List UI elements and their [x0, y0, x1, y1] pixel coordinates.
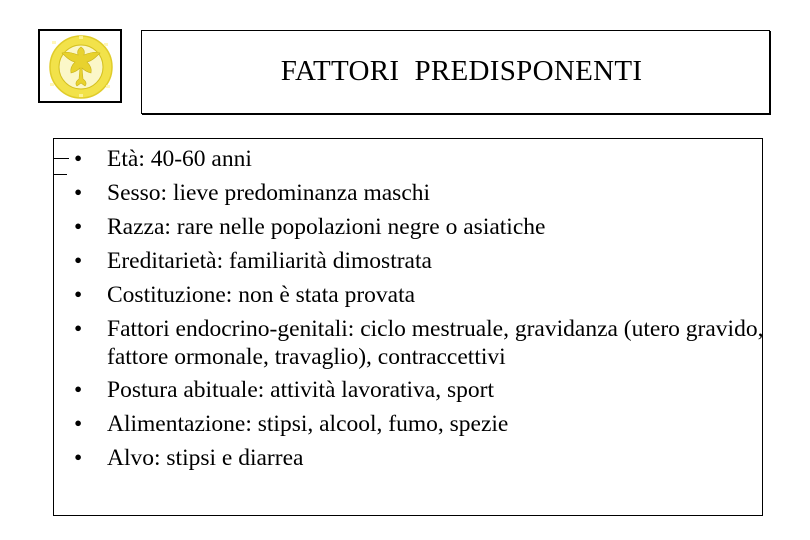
- list-item: [74, 248, 764, 276]
- bullet-icon: •: [74, 180, 83, 206]
- bullet-icon: •: [74, 377, 83, 403]
- list-item-text: Postura abituale: attività lavorativa, sport: [107, 377, 494, 403]
- list-item: [74, 146, 764, 174]
- list-item: [74, 180, 764, 208]
- list-item-text: Sesso: lieve predominanza maschi: [107, 180, 431, 206]
- bullet-icon: •: [74, 282, 83, 308]
- list-item-text: Ereditarietà: familiarità dimostrata: [107, 248, 432, 274]
- list-item: [74, 214, 764, 242]
- list-item-text: Alimentazione: stipsi, alcool, fumo, spezie: [107, 411, 509, 437]
- bullet-list: [74, 146, 764, 479]
- bullet-icon: •: [74, 411, 83, 437]
- list-item: [74, 411, 764, 439]
- bullet-icon: •: [74, 445, 83, 471]
- bullet-icon: •: [74, 146, 83, 172]
- list-item-text: Alvo: stipsi e diarrea: [107, 445, 304, 471]
- list-item-text: Età: 40-60 anni: [107, 146, 252, 172]
- left-bracket-top-tick: [53, 158, 69, 159]
- bullet-icon: •: [74, 248, 83, 274]
- eagle-crest-seal-icon: [40, 31, 120, 101]
- list-item: [74, 282, 764, 310]
- list-item: [74, 316, 764, 371]
- title-box: [141, 30, 770, 114]
- left-bracket-mid-tick: [53, 174, 67, 175]
- list-item-text: Costituzione: non è stata provata: [107, 282, 416, 308]
- bullet-icon: •: [74, 214, 83, 240]
- bullet-icon: •: [74, 316, 83, 342]
- list-item-text: Razza: rare nelle popolazioni negre o asiatiche: [107, 214, 546, 240]
- logo-frame: [38, 29, 122, 103]
- left-bracket-line: [53, 158, 54, 510]
- list-item: [74, 377, 764, 405]
- list-item: [74, 445, 764, 473]
- list-item-text: Fattori endocrino-genitali: ciclo mestruale, gravidanza (utero gravido, fattore ormonale, travaglio), contraccettivi: [107, 316, 764, 370]
- slide-title: FATTORI PREDISPONENTI: [280, 54, 643, 87]
